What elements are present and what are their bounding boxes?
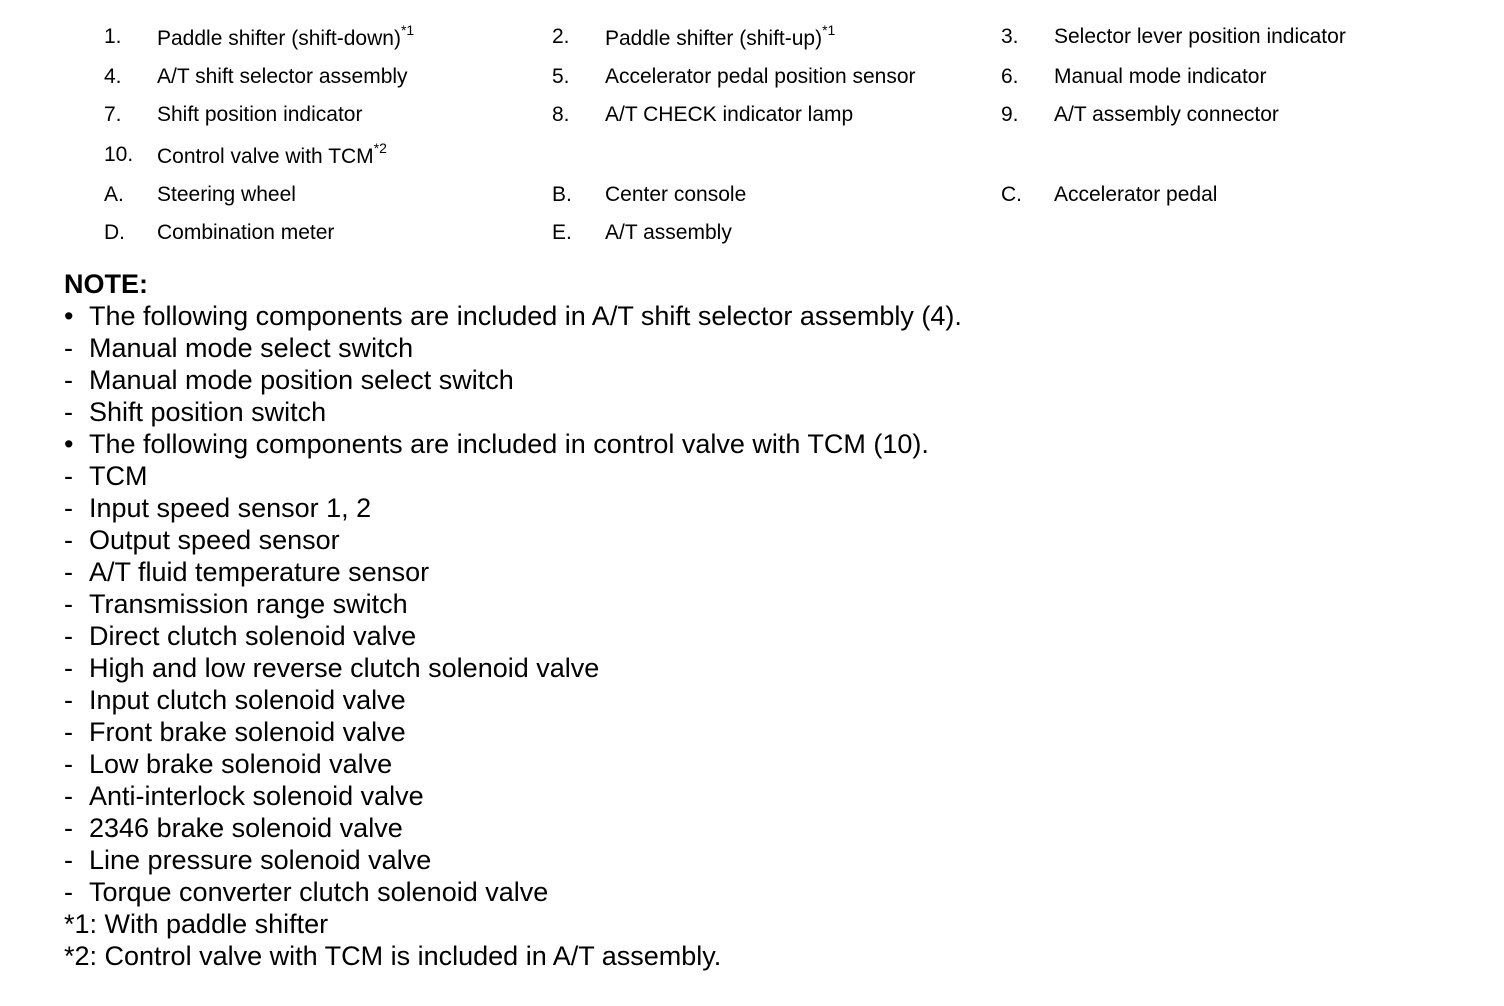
dash-mark: -: [64, 717, 73, 747]
legend-number: 3.: [1001, 25, 1019, 48]
dash-mark: -: [64, 813, 73, 843]
note-text: Manual mode select switch: [89, 333, 414, 363]
note-text: Transmission range switch: [89, 589, 408, 619]
legend-superscript: *2: [373, 140, 387, 156]
note-text: 2346 brake solenoid valve: [89, 813, 403, 843]
legend-label: Combination meter: [157, 221, 335, 244]
note-dash-line: [64, 396, 1464, 428]
legend-label: Center console: [605, 183, 747, 206]
footnote-1: *1: With paddle shifter: [64, 909, 329, 939]
note-bullet-line: [64, 300, 1464, 332]
note-section: [64, 268, 1464, 972]
note-text: A/T fluid temperature sensor: [89, 557, 430, 587]
legend-row: [0, 140, 1504, 170]
legend-label: Control valve with TCM$^{*2}$: [157, 140, 387, 168]
note-text: Low brake solenoid valve: [89, 749, 393, 779]
note-dash-line: [64, 876, 1464, 908]
legend-row: [0, 100, 1504, 130]
note-dash-line: [64, 492, 1464, 524]
bullet-mark: •: [64, 429, 74, 459]
legend-label: Shift position indicator: [157, 103, 363, 126]
legend-number: A.: [104, 183, 124, 206]
legend-superscript: *1: [822, 22, 836, 38]
legend-label: Steering wheel: [157, 183, 296, 206]
note-dash-line: [64, 716, 1464, 748]
legend-label: A/T shift selector assembly: [157, 65, 408, 88]
note-text: Manual mode position select switch: [89, 365, 514, 395]
legend-superscript: *1: [400, 22, 415, 38]
legend-number: 10.: [104, 143, 134, 166]
note-dash-line: [64, 620, 1464, 652]
dash-mark: -: [64, 397, 73, 427]
legend-number: 7.: [104, 103, 122, 126]
dash-mark: -: [64, 557, 73, 587]
dash-mark: -: [64, 589, 73, 619]
dash-mark: -: [64, 365, 73, 395]
dash-mark: -: [64, 877, 73, 907]
note-text: Input speed sensor 1, 2: [89, 493, 372, 523]
legend-number: 6.: [1001, 65, 1019, 88]
note-dash-line: [64, 556, 1464, 588]
note-dash-line: [64, 460, 1464, 492]
legend-row: [0, 218, 1504, 248]
note-dash-line: [64, 332, 1464, 364]
note-dash-line: [64, 588, 1464, 620]
note-dash-line: [64, 684, 1464, 716]
note-text: Shift position switch: [89, 397, 327, 427]
note-text: Line pressure solenoid valve: [89, 845, 432, 875]
legend-number: E.: [552, 221, 572, 244]
legend-row: [0, 62, 1504, 92]
dash-mark: -: [64, 685, 73, 715]
note-dash-line: [64, 364, 1464, 396]
legend-row: [0, 180, 1504, 210]
note-dash-line: [64, 844, 1464, 876]
legend-label: Accelerator pedal position sensor: [605, 65, 916, 88]
note-text: The following components are included in A/T shift selector assembly (4).: [89, 301, 962, 331]
note-dash-line: [64, 748, 1464, 780]
note-text: The following components are included in control valve with TCM (10).: [89, 429, 929, 459]
legend-number: 1.: [104, 25, 122, 48]
legend-label: A/T CHECK indicator lamp: [605, 103, 854, 126]
legend-number: C.: [1001, 183, 1022, 206]
legend-number: B.: [552, 183, 572, 206]
dash-mark: -: [64, 749, 73, 779]
dash-mark: -: [64, 461, 73, 491]
legend-label: Selector lever position indicator: [1054, 25, 1346, 48]
legend-label: A/T assembly connector: [1054, 103, 1279, 126]
legend-row: [0, 22, 1504, 52]
legend-label: Manual mode indicator: [1054, 65, 1267, 88]
note-text: Anti-interlock solenoid valve: [89, 781, 424, 811]
dash-mark: -: [64, 525, 73, 555]
legend-number: 4.: [104, 65, 122, 88]
bullet-mark: •: [64, 301, 74, 331]
legend-number: D.: [104, 221, 125, 244]
legend-label: Paddle shifter (shift-up)$^{*1}$: [605, 22, 836, 50]
note-dash-line: [64, 812, 1464, 844]
footnote-2: *2: Control valve with TCM is included in A/T assembly.: [64, 941, 722, 971]
note-dash-line: [64, 780, 1464, 812]
note-text: Front brake solenoid valve: [89, 717, 406, 747]
note-text: Input clutch solenoid valve: [89, 685, 406, 715]
dash-mark: -: [64, 333, 73, 363]
dash-mark: -: [64, 493, 73, 523]
legend-number: 5.: [552, 65, 570, 88]
dash-mark: -: [64, 845, 73, 875]
note-dash-line: [64, 652, 1464, 684]
note-text: Direct clutch solenoid valve: [89, 621, 417, 651]
legend-number: 9.: [1001, 103, 1019, 126]
note-bullet-line: [64, 428, 1464, 460]
note-text: High and low reverse clutch solenoid valve: [89, 653, 600, 683]
legend-label: Accelerator pedal: [1054, 183, 1218, 206]
legend-label: A/T assembly: [605, 221, 732, 244]
legend-label: Paddle shifter (shift-down)$^{*1}$: [157, 22, 415, 50]
dash-mark: -: [64, 621, 73, 651]
legend-number: 2.: [552, 25, 570, 48]
dash-mark: -: [64, 653, 73, 683]
note-text: Torque converter clutch solenoid valve: [89, 877, 549, 907]
note-dash-line: [64, 524, 1464, 556]
note-text: Output speed sensor: [89, 525, 340, 555]
note-text: TCM: [89, 461, 148, 491]
dash-mark: -: [64, 781, 73, 811]
legend-number: 8.: [552, 103, 570, 126]
note-title: NOTE:: [64, 269, 148, 299]
